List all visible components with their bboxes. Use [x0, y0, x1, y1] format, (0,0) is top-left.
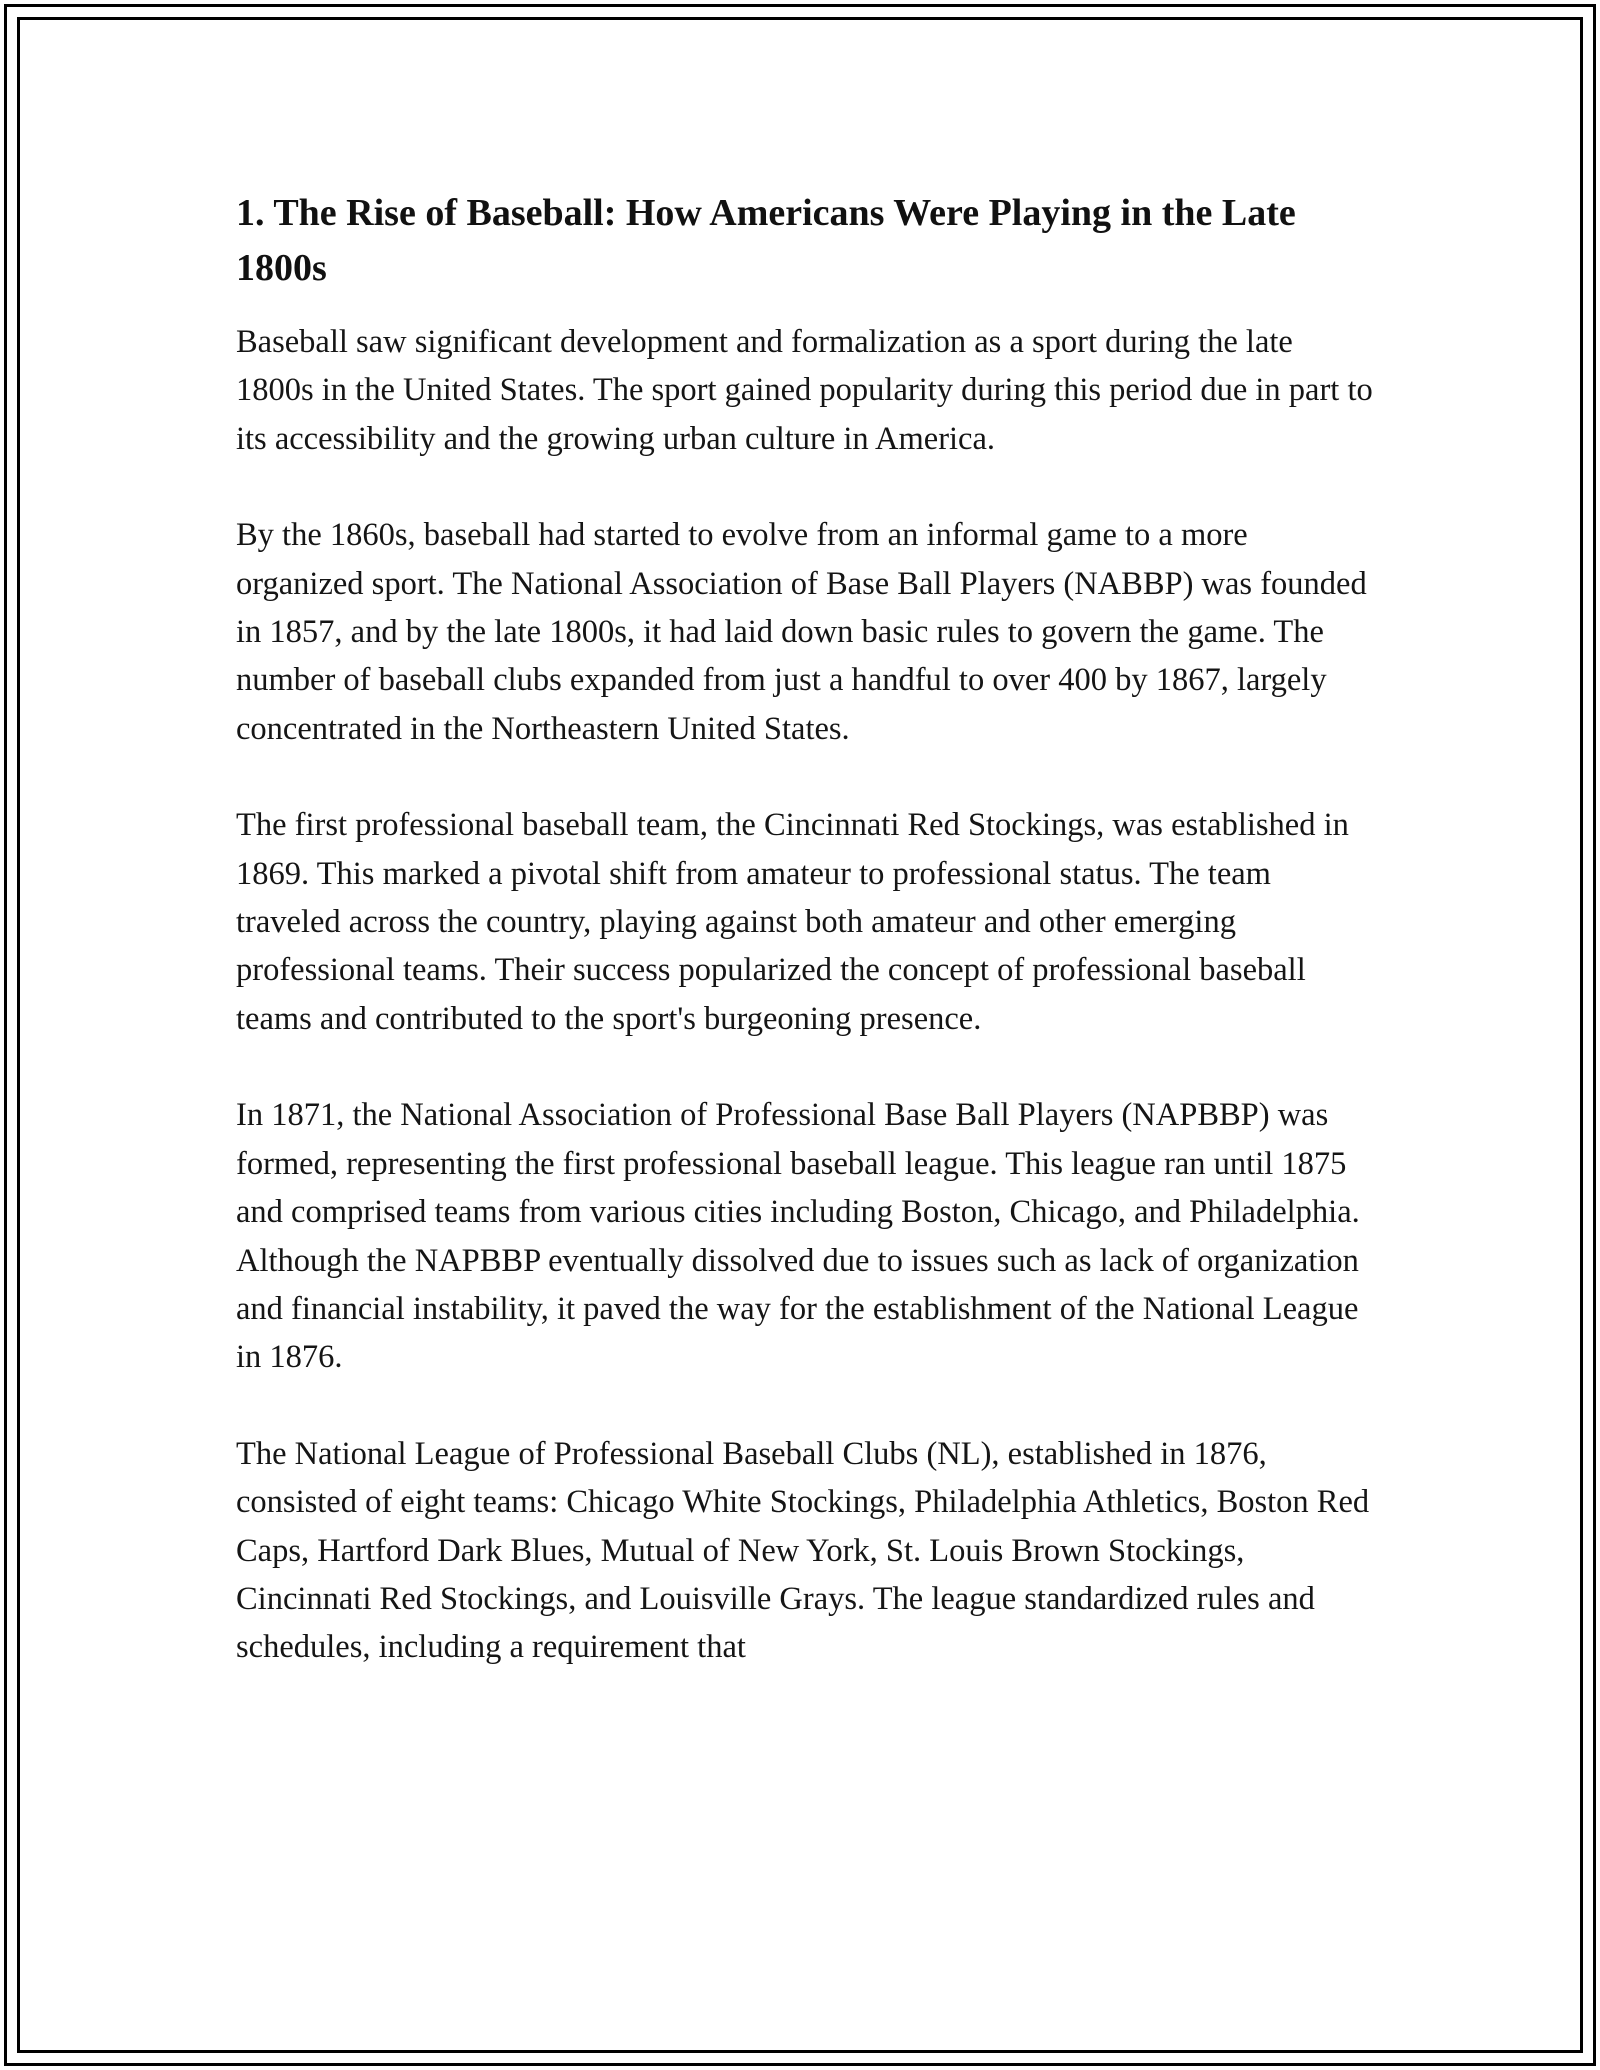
paragraph-national-league: The National League of Professional Baseball Clubs (NL), established in 1876, consisted of eight teams: Chicago White Stockings, Philadelphia Athletics, Boston Red Caps, Hartford Dark Blues, Mutual of New York, St. Louis Brown Stockings, Cincinnati Red Stockings, and Louisville Grays. The league standardized rules and schedules, including a requirement that — [236, 1435, 1370, 1666]
paragraph-napbbp: In 1871, the National Association of Professional Base Ball Players (NAPBBP) was formed, representing the first professional baseball league. This league ran until 1875 and comprised teams from various cities including Boston, Chicago, and Philadelphia. Although the NAPBBP eventually dissolved due to issues such as lack of organization and financial instability, it paved the way for the establishment of the National League in 1876. — [236, 1097, 1360, 1376]
paragraph-intro: Baseball saw significant development and formalization as a sport during the late 1800s in the United States. The sport gained popularity during this period due in part to its accessibility and the growing urban culture in America. — [236, 324, 1373, 457]
section-heading: 1. The Rise of Baseball: How Americans Were Playing in the Late 1800s — [236, 192, 1296, 289]
document-body — [236, 186, 1376, 1672]
paragraph-red-stockings: The first professional baseball team, the Cincinnati Red Stockings, was established in 1869. This marked a pivotal shift from amateur to professional status. The team traveled across the country, playing against both amateur and other emerging professional teams. Their success popularized the concept of professional baseball teams and contributed to the sport's burgeoning presence. — [236, 807, 1349, 1037]
paragraph-1860s: By the 1860s, baseball had started to evolve from an informal game to a more organized sport. The National Association of Base Ball Players (NABBP) was founded in 1857, and by the late 1800s, it had laid down basic rules to govern the game. The number of baseball clubs expanded from just a handful to over 400 by 1867, largely concentrated in the Northeastern United States. — [236, 517, 1367, 747]
